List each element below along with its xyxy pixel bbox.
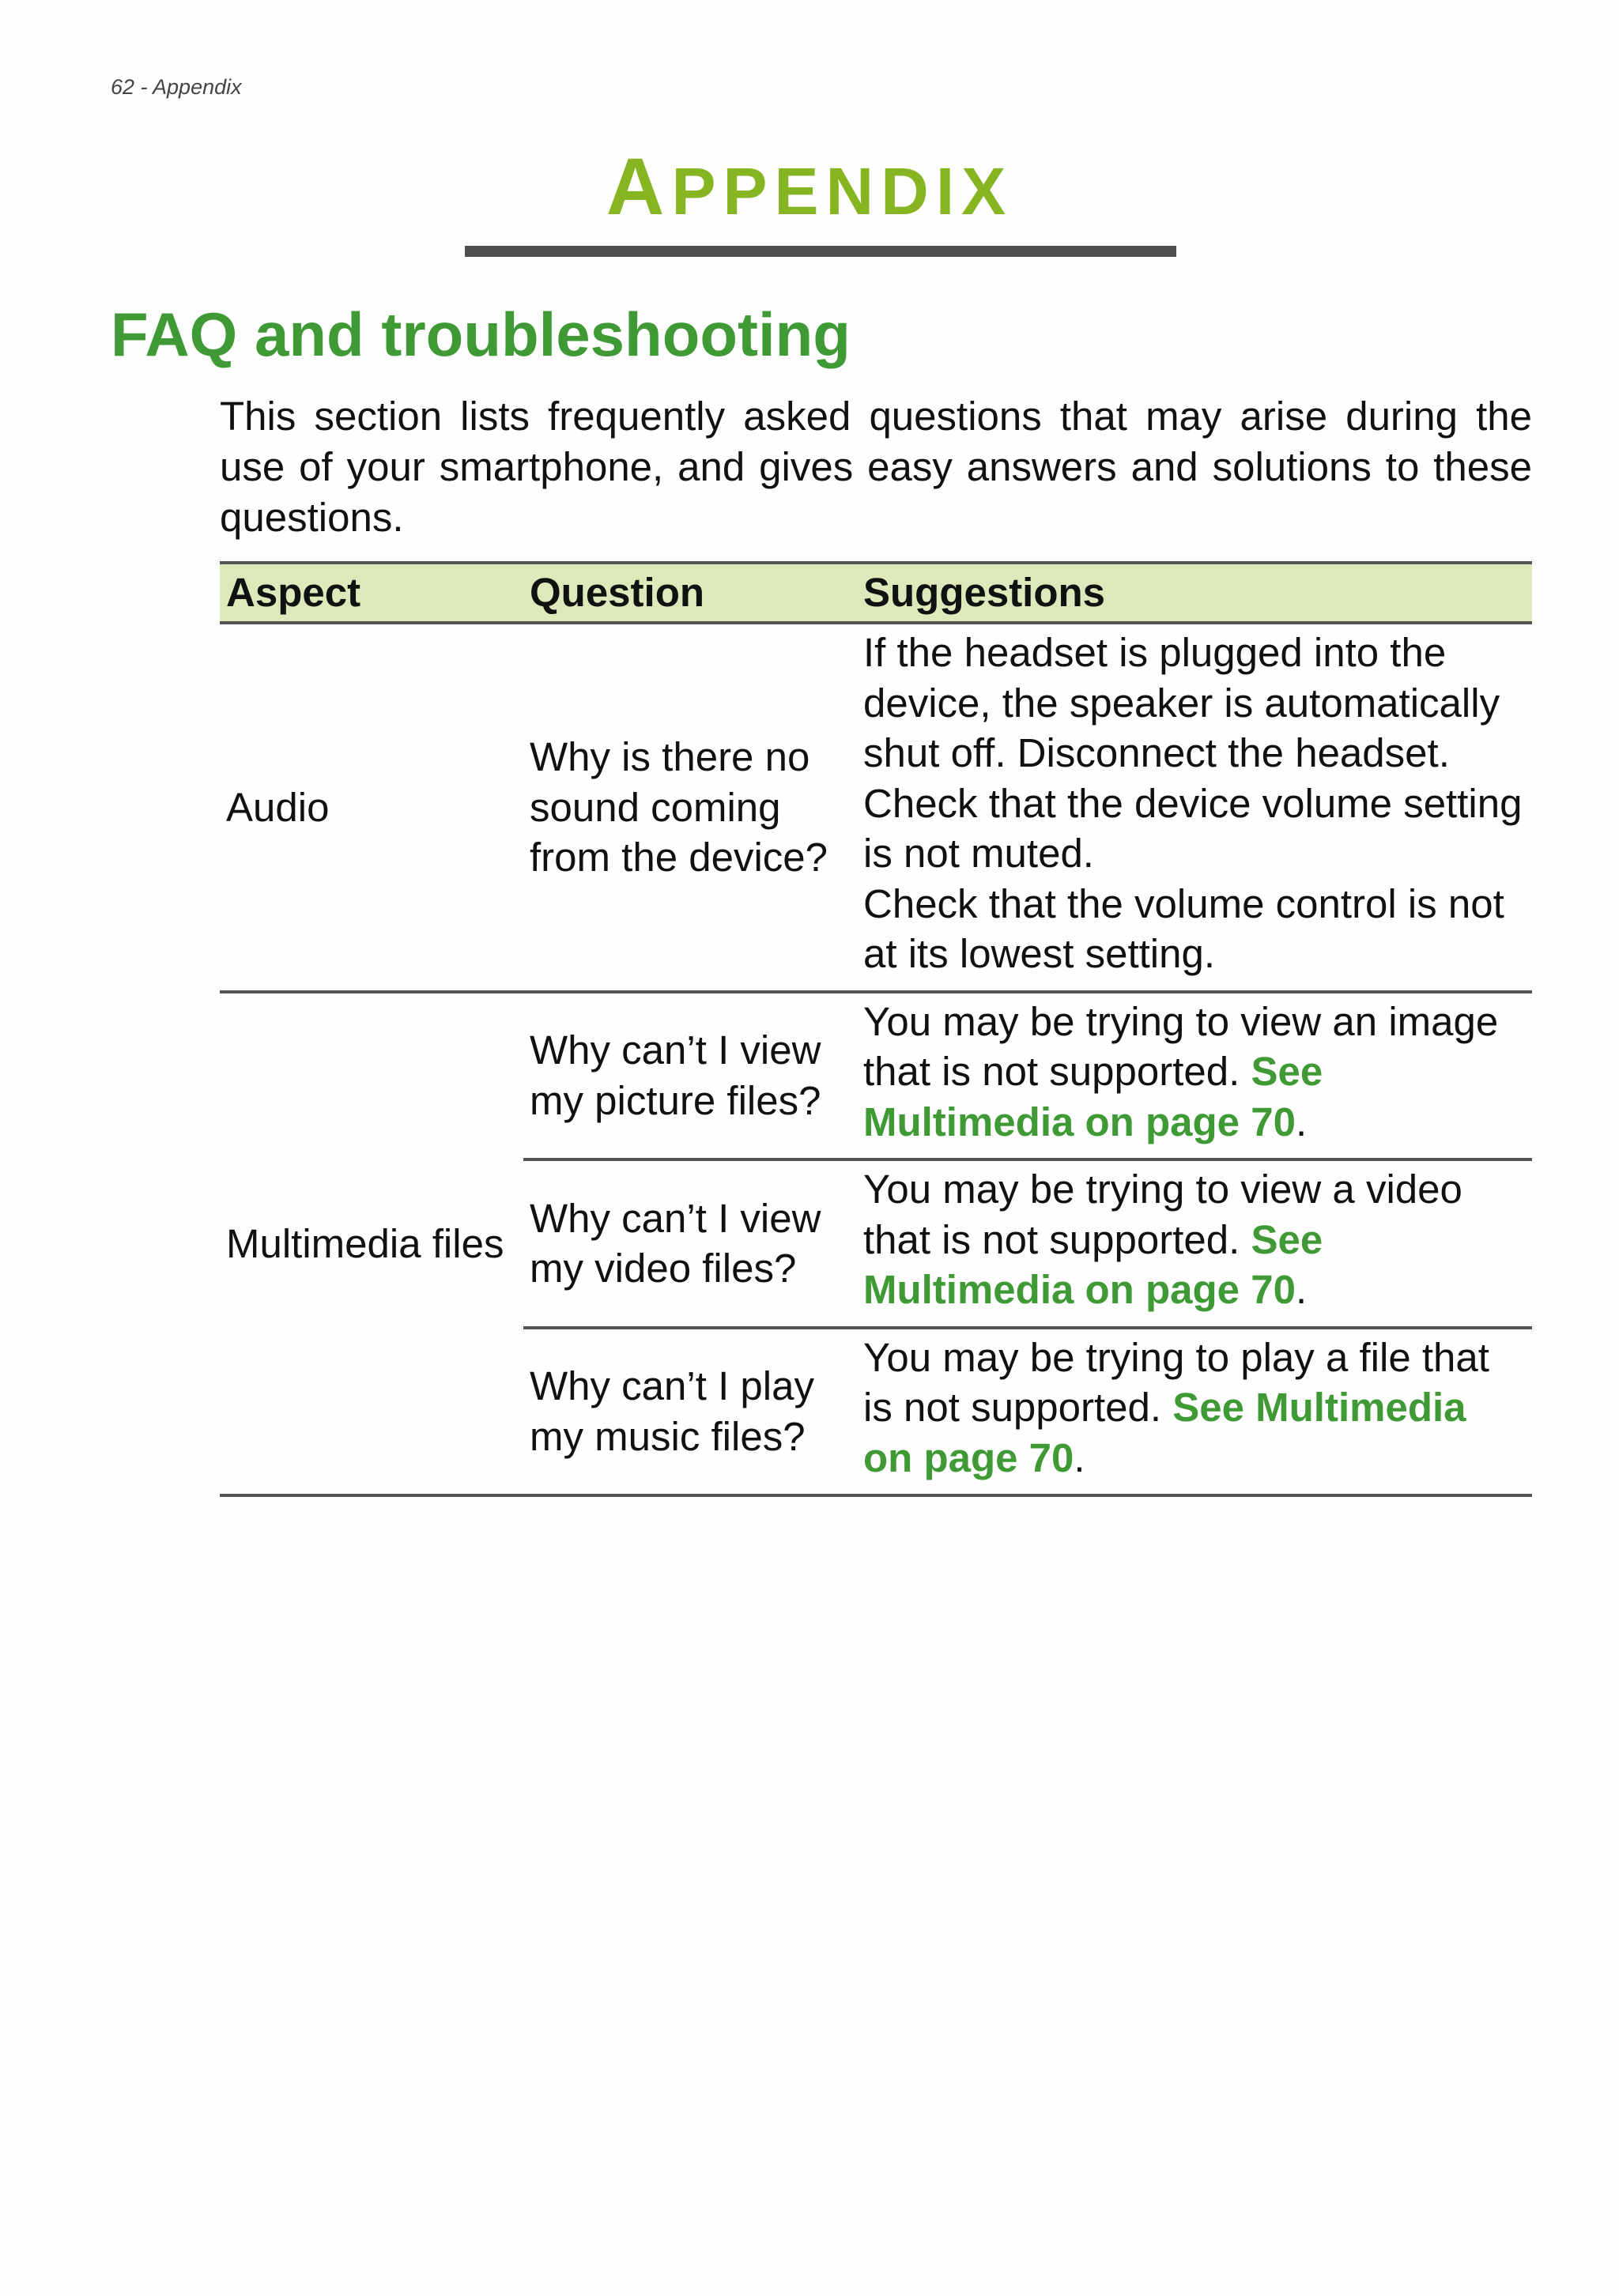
suggestions-cell — [854, 623, 1532, 992]
chapter-title-rest: PPENDIX — [671, 154, 1013, 228]
suggestion-text: Check that the device volume setting is not muted. — [863, 780, 1523, 876]
multimedia-link[interactable]: See Multimedia on page 70 — [863, 1049, 1323, 1144]
table-row-multimedia — [220, 992, 1532, 1160]
suggestion-text: You may be trying to play a file that is not supported. — [863, 1334, 1489, 1430]
multimedia-link[interactable]: See Multimedia on page 70 — [863, 1216, 1323, 1312]
suggestion-text: You may be trying to view a video that is not supported. — [863, 1167, 1462, 1262]
multimedia-link[interactable]: See Multimedia on page 70 — [863, 1385, 1466, 1480]
aspect-cell: Multimedia files — [220, 992, 523, 1496]
table-row-audio — [220, 623, 1532, 992]
suggestions-cell — [854, 992, 1532, 1160]
header-question: Question — [523, 563, 854, 623]
header-suggestions: Suggestions — [854, 563, 1532, 623]
intro-paragraph: This section lists frequently asked questions that may arise during the use of your smartphone, and gives easy answers and solutions to these questions. — [220, 394, 1532, 540]
table-header-row — [220, 563, 1532, 623]
suggestion-text: If the headset is plugged into the device, the speaker is automatically shut off. Disconnect the headset. — [863, 630, 1500, 775]
question-cell: Why can’t I view my picture files? — [523, 992, 854, 1160]
suggestion-end: . — [1074, 1435, 1085, 1480]
header-aspect: Aspect — [220, 563, 523, 623]
section-title: FAQ and troubleshooting — [111, 300, 851, 369]
chapter-rule — [465, 246, 1176, 257]
suggestions-cell — [854, 1159, 1532, 1328]
question-cell: Why can’t I view my video files? — [523, 1159, 854, 1328]
question-cell: Why is there no sound coming from the device? — [523, 623, 854, 992]
aspect-cell: Audio — [220, 623, 523, 992]
suggestion-text: Check that the volume control is not at its lowest setting. — [863, 880, 1504, 976]
chapter-title-initial: A — [606, 141, 672, 232]
suggestion-end: . — [1295, 1267, 1308, 1312]
suggestion-end: . — [1295, 1099, 1308, 1144]
suggestion-text: You may be trying to view an image that is not supported. — [863, 998, 1499, 1094]
chapter-title — [0, 141, 1619, 233]
page-header: 62 - Appendix — [111, 75, 242, 99]
suggestions-cell — [854, 1328, 1532, 1496]
question-cell: Why can’t I play my music files? — [523, 1328, 854, 1496]
faq-table — [220, 561, 1532, 1497]
